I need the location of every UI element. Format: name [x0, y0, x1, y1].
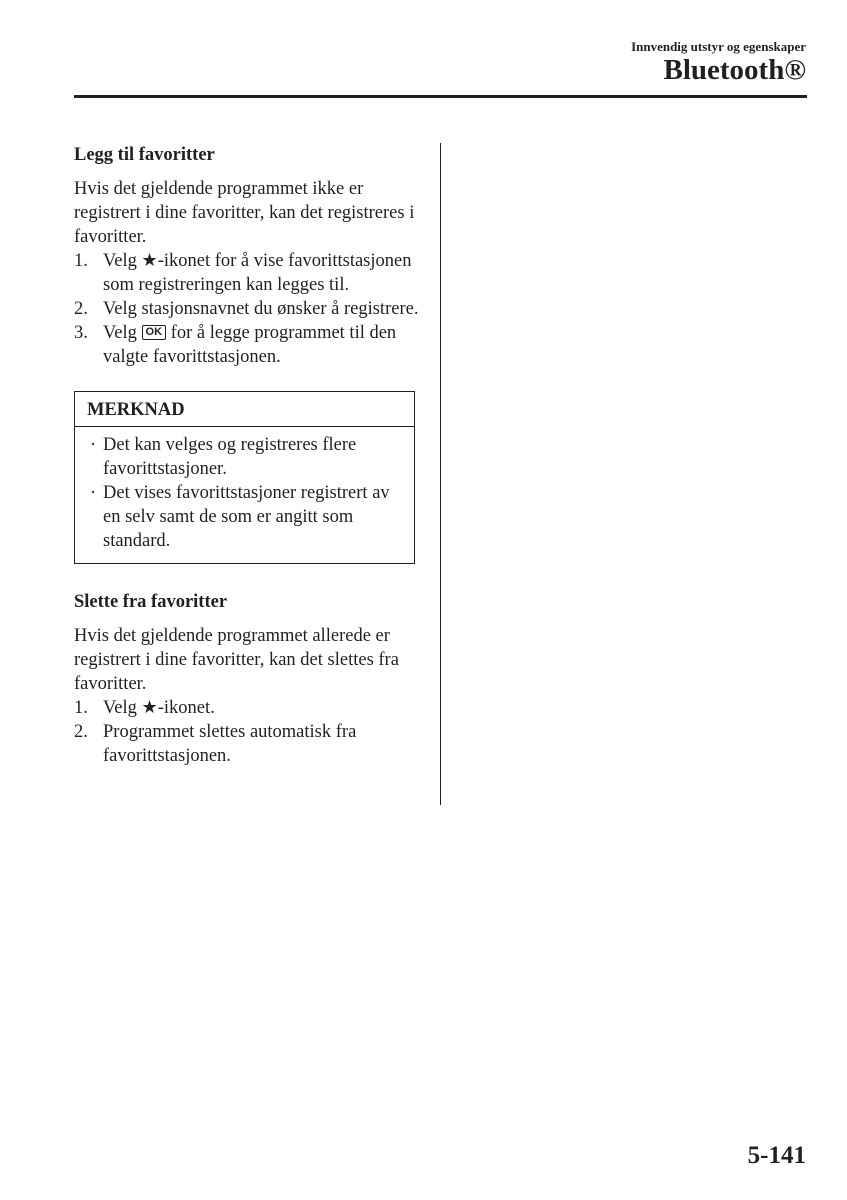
step-item: 2. Programmet slettes automatisk fra favorittstasjonen.	[74, 722, 357, 766]
step-item: 1. Velg ★-ikonet.	[74, 697, 215, 718]
chapter-title: Bluetooth®	[663, 54, 806, 86]
remove-favorites-steps	[74, 696, 419, 768]
chapter-section-title: Innvendig utstyr og egenskaper	[631, 39, 806, 54]
step-number: 1.	[74, 698, 88, 718]
add-favorites-intro: Hvis det gjeldende programmet ikke er registrert i dine favoritter, kan det registreres i favoritter.	[74, 179, 415, 247]
remove-favorites-section	[74, 590, 419, 768]
step-number: 1.	[74, 251, 88, 271]
page-number: 5-141	[747, 1142, 806, 1169]
ok-button-icon: OK	[142, 325, 167, 340]
step-item: 1. Velg ★-ikonet for å vise favorittstasjonen som registreringen kan legges til.	[74, 250, 412, 295]
remove-favorites-heading: Slette fra favoritter	[74, 592, 228, 612]
left-column	[74, 143, 419, 768]
header-rule	[74, 95, 807, 98]
step-item: 2. Velg stasjonsnavnet du ønsker å registrere.	[74, 299, 419, 319]
note-item: · Det kan velges og registreres flere favorittstasjoner.	[90, 435, 357, 479]
note-body	[75, 427, 414, 563]
note-box	[74, 391, 415, 564]
step-number: 2.	[74, 299, 88, 319]
step-item: 3. Velg OK for å legge programmet til den valgte favorittstasjonen.	[74, 323, 397, 367]
note-title: MERKNAD	[75, 392, 414, 427]
step-number: 3.	[74, 323, 88, 343]
column-divider	[440, 143, 441, 805]
add-favorites-steps	[74, 249, 419, 369]
note-item: · Det vises favorittstasjoner registrert av en selv samt de som er angitt som standard.	[90, 483, 390, 551]
bullet-icon: ·	[90, 435, 97, 455]
remove-favorites-intro: Hvis det gjeldende programmet allerede er registrert i dine favoritter, kan det slettes fra favoritter.	[74, 626, 399, 694]
star-icon: ★	[141, 697, 158, 718]
add-favorites-heading: Legg til favoritter	[74, 145, 215, 165]
star-icon: ★	[141, 250, 158, 271]
bullet-icon: ·	[90, 483, 97, 503]
step-number: 2.	[74, 722, 88, 742]
